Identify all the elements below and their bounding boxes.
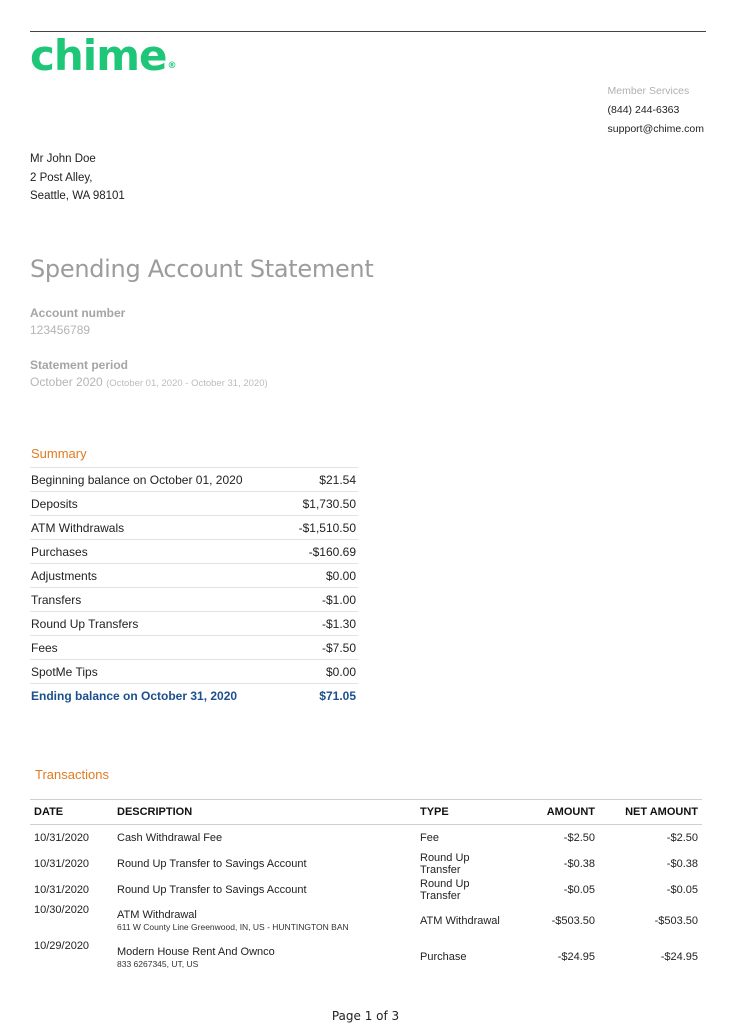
- summary-row-label: Round Up Transfers: [30, 612, 286, 636]
- transaction-date: 10/29/2020: [34, 939, 90, 952]
- summary-row: [30, 492, 358, 516]
- account-number-value: 123456789: [30, 323, 91, 337]
- transaction-amount: -$0.05: [563, 883, 595, 896]
- transaction-type-line1: Fee: [420, 831, 439, 844]
- summary-row-label: ATM Withdrawals: [30, 516, 286, 540]
- summary-row-amount: -$160.69: [286, 540, 358, 564]
- summary-row-amount: $21.54: [286, 468, 358, 492]
- transaction-type: [416, 903, 526, 939]
- summary-row-amount: -$1.00: [286, 588, 358, 612]
- logo-text: chime: [30, 31, 167, 80]
- transaction-type-line1: Purchase: [420, 951, 467, 963]
- transaction-type: [416, 825, 526, 851]
- statement-period-label: Statement period: [30, 358, 129, 372]
- header-type: TYPE: [416, 800, 526, 825]
- address-line2: Seattle, WA 98101: [30, 190, 125, 202]
- header-net-amount: NET AMOUNT: [599, 800, 702, 825]
- summary-row-label: Purchases: [30, 540, 286, 564]
- summary-row-label: Beginning balance on October 01, 2020: [30, 468, 286, 492]
- transaction-amount: -$24.95: [557, 951, 595, 963]
- transaction-type-line1: ATM Withdrawal: [420, 914, 500, 927]
- summary-row-label: Fees: [30, 636, 286, 660]
- transaction-description-main: ATM Withdrawal: [117, 909, 197, 921]
- summary-row: [30, 588, 358, 612]
- transaction-type: [416, 877, 526, 903]
- member-services-title: Member Services: [607, 85, 690, 97]
- transaction-date: 10/30/2020: [34, 903, 90, 916]
- member-services-block: [608, 82, 704, 139]
- transaction-description: [113, 851, 416, 877]
- transaction-description-main: Cash Withdrawal Fee: [117, 831, 223, 844]
- transaction-amount: -$503.50: [551, 914, 595, 927]
- transaction-description: [113, 939, 416, 976]
- transaction-date: 10/31/2020: [34, 883, 90, 896]
- transaction-type: [416, 851, 526, 877]
- page-number: Page 1 of 3: [331, 1009, 400, 1023]
- summary-row-amount: -$7.50: [286, 636, 358, 660]
- transaction-net-amount: -$0.38: [666, 857, 698, 870]
- transactions-title: Transactions: [35, 767, 109, 782]
- transaction-net-amount: -$24.95: [660, 951, 698, 963]
- summary-row: [30, 660, 358, 684]
- summary-row-label: Deposits: [30, 492, 286, 516]
- transaction-type-line1: Round Up: [420, 851, 470, 864]
- transaction-amount: -$2.50: [563, 831, 595, 844]
- summary-title: Summary: [31, 446, 87, 461]
- transaction-type: [416, 939, 526, 976]
- summary-row-amount: $0.00: [286, 660, 358, 684]
- transaction-row: [30, 851, 702, 877]
- address-name: Mr John Doe: [30, 153, 96, 165]
- header-date: DATE: [30, 800, 113, 825]
- transaction-date: 10/31/2020: [34, 831, 90, 844]
- transaction-type-line1: Round Up: [420, 877, 470, 890]
- summary-table: [30, 467, 358, 707]
- transaction-description-main: Round Up Transfer to Savings Account: [117, 883, 307, 896]
- transaction-description-main: Round Up Transfer to Savings Account: [117, 857, 307, 870]
- transaction-net-amount: -$503.50: [654, 914, 698, 927]
- statement-title: Spending Account Statement: [30, 255, 374, 283]
- transaction-row: [30, 939, 702, 976]
- summary-row: [30, 564, 358, 588]
- summary-row: [30, 516, 358, 540]
- header-amount: AMOUNT: [526, 800, 599, 825]
- transaction-row: [30, 903, 702, 939]
- transaction-description: [113, 825, 416, 851]
- chime-logo: [30, 32, 175, 80]
- summary-row: [30, 612, 358, 636]
- transaction-row: [30, 877, 702, 903]
- transaction-description-sub: 611 W County Line Greenwood, IN, US - HUNTINGTON BAN: [117, 922, 349, 932]
- member-services-email: support@chime.com: [607, 123, 704, 135]
- summary-row-amount: -$1,510.50: [286, 516, 358, 540]
- summary-row: [30, 468, 358, 492]
- summary-row-amount: $0.00: [286, 564, 358, 588]
- address-line1: 2 Post Alley,: [30, 171, 93, 184]
- mailing-address: [30, 150, 125, 206]
- summary-row-label: Transfers: [30, 588, 286, 612]
- transaction-date: 10/31/2020: [34, 857, 90, 870]
- transaction-description-sub: 833 6267345, UT, US: [117, 958, 199, 969]
- transaction-type-line2: Transfer: [420, 889, 461, 902]
- transaction-net-amount: -$2.50: [666, 831, 698, 844]
- transaction-type-line2: Transfer: [420, 863, 461, 876]
- statement-period-month: October 2020: [30, 375, 103, 389]
- summary-row-amount: $1,730.50: [286, 492, 358, 516]
- transaction-description-main: Modern House Rent And Ownco: [117, 945, 275, 958]
- registered-mark: ®: [167, 61, 176, 71]
- transaction-net-amount: -$0.05: [666, 883, 698, 896]
- member-services-phone: (844) 244-6363: [607, 104, 680, 116]
- transaction-description: [113, 903, 416, 939]
- summary-row-amount: -$1.30: [286, 612, 358, 636]
- summary-row: [30, 636, 358, 660]
- transaction-row: [30, 825, 702, 851]
- summary-row-label: SpotMe Tips: [30, 660, 286, 684]
- summary-ending-row: [30, 684, 358, 708]
- statement-period-value: [30, 375, 268, 389]
- transaction-amount: -$0.38: [563, 857, 595, 870]
- ending-balance-label: Ending balance on October 31, 2020: [30, 684, 286, 708]
- transactions-table: [30, 799, 702, 976]
- summary-row-label: Adjustments: [30, 564, 286, 588]
- ending-balance-amount: $71.05: [286, 684, 358, 708]
- statement-period-range: (October 01, 2020 - October 31, 2020): [106, 378, 268, 389]
- summary-row: [30, 540, 358, 564]
- account-number-label: Account number: [30, 306, 126, 320]
- transactions-header-row: [30, 800, 702, 825]
- transaction-description: [113, 877, 416, 903]
- header-description: DESCRIPTION: [113, 800, 416, 825]
